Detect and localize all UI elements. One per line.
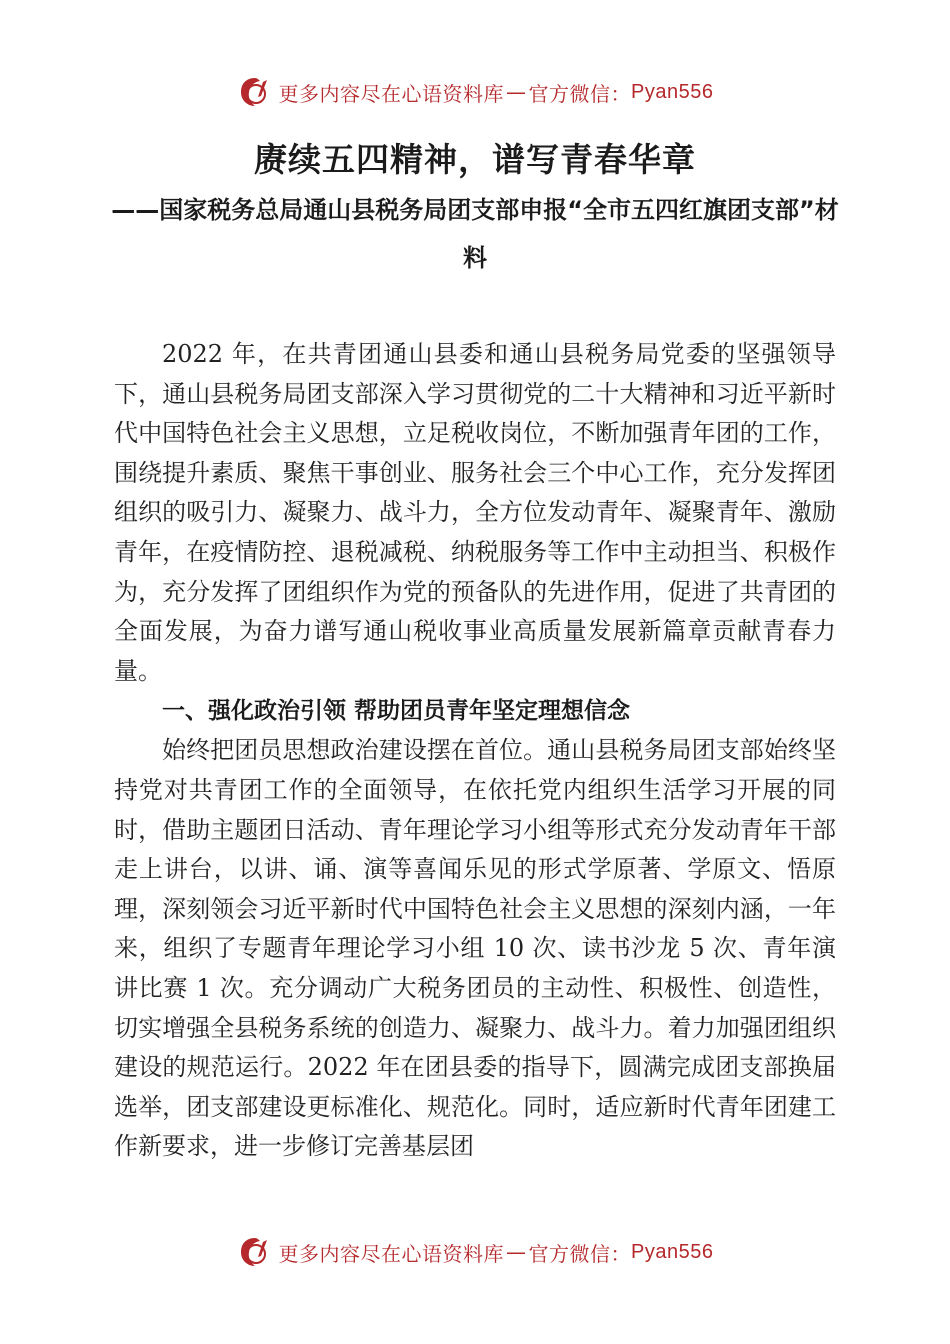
watermark-dash: — (506, 1240, 527, 1264)
watermark-contact: 官方微信： (528, 81, 632, 106)
document-title: 赓续五四精神，谱写青春华章 (254, 140, 696, 179)
section-heading: 一、强化政治引领 帮助团员青年坚定理想信念 (162, 698, 631, 725)
intro-paragraph: 2022 年，在共青团通山县委和通山县税务局党委的坚强领导下，通山县税务局团支部深入学习贯彻党的二十大精神和习近平新时代中国特色社会主义思想，立足税收岗位，不断加强青年团的工作，围绕提升素质、聚焦干事创业、服务社会三个中心工作，充分发挥团组织的吸引力、凝聚力、战斗力，全方位发动青年、凝聚青年、激励青年，在疫情防控、退税减税、纳税服务等工作中主动担当、积极作为，充分发挥了团组织作为党的预备队的先进作用，促进了共青团的全面发展，为奋力谱写通山税收事业高质量发展新篇章贡献青春力量。 (114, 340, 836, 685)
watermark-text: 更多内容尽在心语资料库 (278, 1241, 505, 1266)
watermark-text: 更多内容尽在心语资料库 (278, 81, 505, 106)
document-body (114, 335, 836, 1167)
watermark-contact: 官方微信： (528, 1241, 632, 1266)
watermark-id: Pyan556 (631, 1240, 714, 1263)
section-paragraph: 始终把团员思想政治建设摆在首位。通山县税务局团支部始终坚持党对共青团工作的全面领导，在依托党内组织生活学习开展的同时，借助主题团日活动、青年理论学习小组等形式充分发动青年干部走上讲台，以讲、诵、演等喜闻乐见的形式学原著、学原文、悟原理，深刻领会习近平新时代中国特色社会主义思想的深刻内涵，一年来，组织了专题青年理论学习小组 10 次、读书沙龙 5 次、青年演讲比赛 1 次。充分调动广大税务团员的主动性、积极性、创造性，切实增强全县税务系统的创造力、凝聚力、战斗力。着力加强团组织建设的规范运行。2022 年在团县委的指导下，圆满完成团支部换届选举，团支部建设更标准化、规范化。同时，适应新时代青年团建工作新要求，进一步修订完善基层团 (114, 736, 836, 1161)
pen-logo-icon (237, 74, 273, 110)
pen-logo-icon (237, 1234, 273, 1270)
document-subtitle: ——国家税务总局通山县税务局团支部申报“全市五四红旗团支部”材料 (111, 196, 839, 272)
watermark-id: Pyan556 (631, 80, 714, 103)
watermark-header (0, 72, 950, 112)
watermark-dash: — (506, 80, 527, 104)
watermark-footer (0, 1232, 950, 1272)
